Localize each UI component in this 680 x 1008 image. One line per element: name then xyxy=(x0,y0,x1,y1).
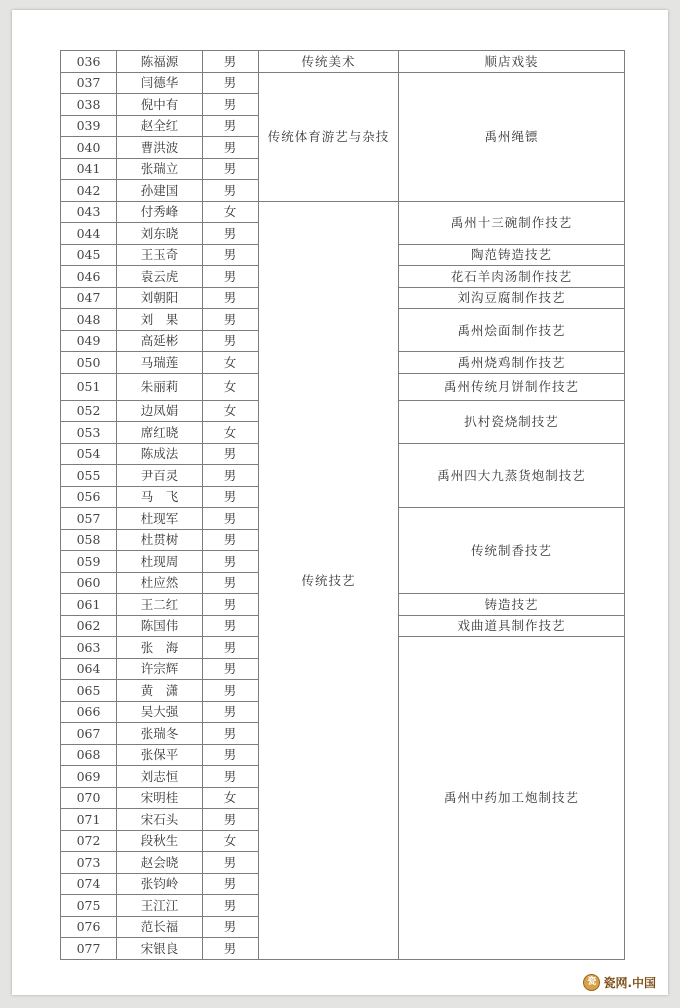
gender-cell: 男 xyxy=(203,658,259,680)
name-cell: 陈福源 xyxy=(117,51,203,73)
project-cell: 扒村瓷烧制技艺 xyxy=(399,400,625,443)
gender-cell: 女 xyxy=(203,787,259,809)
serial-number-cell: 049 xyxy=(61,330,117,352)
serial-number-cell: 057 xyxy=(61,508,117,530)
serial-number-cell: 043 xyxy=(61,201,117,223)
project-cell: 禹州四大九蒸货炮制技艺 xyxy=(399,443,625,508)
gender-cell: 男 xyxy=(203,309,259,331)
serial-number-cell: 041 xyxy=(61,158,117,180)
serial-number-cell: 047 xyxy=(61,287,117,309)
gender-cell: 男 xyxy=(203,244,259,266)
serial-number-cell: 050 xyxy=(61,352,117,374)
gender-cell: 男 xyxy=(203,94,259,116)
gender-cell: 男 xyxy=(203,223,259,245)
name-cell: 杜贯树 xyxy=(117,529,203,551)
serial-number-cell: 076 xyxy=(61,916,117,938)
serial-number-cell: 053 xyxy=(61,422,117,444)
serial-number-cell: 074 xyxy=(61,873,117,895)
name-cell: 刘志恒 xyxy=(117,766,203,788)
serial-number-cell: 048 xyxy=(61,309,117,331)
project-cell: 传统制香技艺 xyxy=(399,508,625,594)
serial-number-cell: 063 xyxy=(61,637,117,659)
name-cell: 高延彬 xyxy=(117,330,203,352)
serial-number-cell: 071 xyxy=(61,809,117,831)
gender-cell: 男 xyxy=(203,529,259,551)
name-cell: 宋银良 xyxy=(117,938,203,960)
gender-cell: 男 xyxy=(203,895,259,917)
serial-number-cell: 062 xyxy=(61,615,117,637)
serial-number-cell: 060 xyxy=(61,572,117,594)
name-cell: 王二红 xyxy=(117,594,203,616)
name-cell: 赵全红 xyxy=(117,115,203,137)
gender-cell: 男 xyxy=(203,701,259,723)
serial-number-cell: 051 xyxy=(61,373,117,400)
gender-cell: 男 xyxy=(203,330,259,352)
serial-number-cell: 040 xyxy=(61,137,117,159)
serial-number-cell: 055 xyxy=(61,465,117,487)
name-cell: 张保平 xyxy=(117,744,203,766)
project-cell: 花石羊肉汤制作技艺 xyxy=(399,266,625,288)
name-cell: 段秋生 xyxy=(117,830,203,852)
document-page xyxy=(12,10,668,995)
gender-cell: 男 xyxy=(203,916,259,938)
serial-number-cell: 036 xyxy=(61,51,117,73)
gender-cell: 男 xyxy=(203,486,259,508)
name-cell: 席红晓 xyxy=(117,422,203,444)
project-cell: 铸造技艺 xyxy=(399,594,625,616)
name-cell: 王玉奇 xyxy=(117,244,203,266)
name-cell: 付秀峰 xyxy=(117,201,203,223)
serial-number-cell: 069 xyxy=(61,766,117,788)
gender-cell: 男 xyxy=(203,158,259,180)
gender-cell: 男 xyxy=(203,508,259,530)
category-cell: 传统美术 xyxy=(259,51,399,73)
name-cell: 边凤娟 xyxy=(117,400,203,422)
gender-cell: 男 xyxy=(203,809,259,831)
gender-cell: 男 xyxy=(203,287,259,309)
table-row xyxy=(61,51,625,73)
name-cell: 王江江 xyxy=(117,895,203,917)
name-cell: 袁云虎 xyxy=(117,266,203,288)
name-cell: 闫德华 xyxy=(117,72,203,94)
category-cell: 传统体育游艺与杂技 xyxy=(259,72,399,201)
name-cell: 张瑞冬 xyxy=(117,723,203,745)
heritage-inheritor-table xyxy=(60,50,625,960)
gender-cell: 男 xyxy=(203,51,259,73)
gender-cell: 女 xyxy=(203,422,259,444)
gender-cell: 男 xyxy=(203,852,259,874)
serial-number-cell: 064 xyxy=(61,658,117,680)
serial-number-cell: 075 xyxy=(61,895,117,917)
project-cell: 禹州中药加工炮制技艺 xyxy=(399,637,625,960)
serial-number-cell: 052 xyxy=(61,400,117,422)
project-cell: 禹州十三碗制作技艺 xyxy=(399,201,625,244)
gender-cell: 男 xyxy=(203,744,259,766)
gender-cell: 男 xyxy=(203,723,259,745)
name-cell: 杜现军 xyxy=(117,508,203,530)
serial-number-cell: 070 xyxy=(61,787,117,809)
gender-cell: 男 xyxy=(203,680,259,702)
gender-cell: 男 xyxy=(203,594,259,616)
table-row xyxy=(61,201,625,223)
serial-number-cell: 056 xyxy=(61,486,117,508)
gender-cell: 女 xyxy=(203,400,259,422)
gender-cell: 女 xyxy=(203,201,259,223)
project-cell: 禹州烧鸡制作技艺 xyxy=(399,352,625,374)
name-cell: 宋明桂 xyxy=(117,787,203,809)
gender-cell: 男 xyxy=(203,572,259,594)
serial-number-cell: 044 xyxy=(61,223,117,245)
serial-number-cell: 059 xyxy=(61,551,117,573)
project-cell: 陶范铸造技艺 xyxy=(399,244,625,266)
name-cell: 尹百灵 xyxy=(117,465,203,487)
project-cell: 戏曲道具制作技艺 xyxy=(399,615,625,637)
name-cell: 许宗辉 xyxy=(117,658,203,680)
project-cell: 禹州传统月饼制作技艺 xyxy=(399,373,625,400)
name-cell: 曹洪波 xyxy=(117,137,203,159)
serial-number-cell: 065 xyxy=(61,680,117,702)
serial-number-cell: 061 xyxy=(61,594,117,616)
gender-cell: 男 xyxy=(203,443,259,465)
gender-cell: 男 xyxy=(203,465,259,487)
gender-cell: 男 xyxy=(203,615,259,637)
site-logo-icon: 瓷 xyxy=(583,974,600,991)
serial-number-cell: 067 xyxy=(61,723,117,745)
name-cell: 陈国伟 xyxy=(117,615,203,637)
serial-number-cell: 045 xyxy=(61,244,117,266)
name-cell: 吴大强 xyxy=(117,701,203,723)
name-cell: 刘 果 xyxy=(117,309,203,331)
serial-number-cell: 072 xyxy=(61,830,117,852)
project-cell: 刘沟豆腐制作技艺 xyxy=(399,287,625,309)
name-cell: 赵会晓 xyxy=(117,852,203,874)
serial-number-cell: 042 xyxy=(61,180,117,202)
table-row xyxy=(61,72,625,94)
gender-cell: 男 xyxy=(203,266,259,288)
name-cell: 张钧岭 xyxy=(117,873,203,895)
gender-cell: 男 xyxy=(203,873,259,895)
name-cell: 张瑞立 xyxy=(117,158,203,180)
gender-cell: 男 xyxy=(203,766,259,788)
gender-cell: 女 xyxy=(203,373,259,400)
name-cell: 黄 潇 xyxy=(117,680,203,702)
project-cell: 禹州烩面制作技艺 xyxy=(399,309,625,352)
gender-cell: 女 xyxy=(203,830,259,852)
name-cell: 马 飞 xyxy=(117,486,203,508)
watermark-text: 瓷网.中国 xyxy=(603,976,656,990)
serial-number-cell: 054 xyxy=(61,443,117,465)
gender-cell: 男 xyxy=(203,72,259,94)
gender-cell: 男 xyxy=(203,637,259,659)
name-cell: 刘东晓 xyxy=(117,223,203,245)
serial-number-cell: 066 xyxy=(61,701,117,723)
gender-cell: 男 xyxy=(203,938,259,960)
name-cell: 范长福 xyxy=(117,916,203,938)
serial-number-cell: 038 xyxy=(61,94,117,116)
serial-number-cell: 037 xyxy=(61,72,117,94)
project-cell: 顺店戏装 xyxy=(399,51,625,73)
serial-number-cell: 077 xyxy=(61,938,117,960)
project-cell: 禹州绳镖 xyxy=(399,72,625,201)
name-cell: 张 海 xyxy=(117,637,203,659)
category-cell: 传统技艺 xyxy=(259,201,399,959)
name-cell: 刘朝阳 xyxy=(117,287,203,309)
name-cell: 孙建国 xyxy=(117,180,203,202)
gender-cell: 男 xyxy=(203,137,259,159)
serial-number-cell: 046 xyxy=(61,266,117,288)
serial-number-cell: 068 xyxy=(61,744,117,766)
name-cell: 杜应然 xyxy=(117,572,203,594)
gender-cell: 女 xyxy=(203,352,259,374)
serial-number-cell: 039 xyxy=(61,115,117,137)
serial-number-cell: 058 xyxy=(61,529,117,551)
name-cell: 朱丽莉 xyxy=(117,373,203,400)
name-cell: 宋石头 xyxy=(117,809,203,831)
name-cell: 陈成法 xyxy=(117,443,203,465)
name-cell: 杜现周 xyxy=(117,551,203,573)
gender-cell: 男 xyxy=(203,115,259,137)
name-cell: 倪中有 xyxy=(117,94,203,116)
gender-cell: 男 xyxy=(203,551,259,573)
gender-cell: 男 xyxy=(203,180,259,202)
serial-number-cell: 073 xyxy=(61,852,117,874)
site-watermark xyxy=(583,974,656,991)
name-cell: 马瑞莲 xyxy=(117,352,203,374)
